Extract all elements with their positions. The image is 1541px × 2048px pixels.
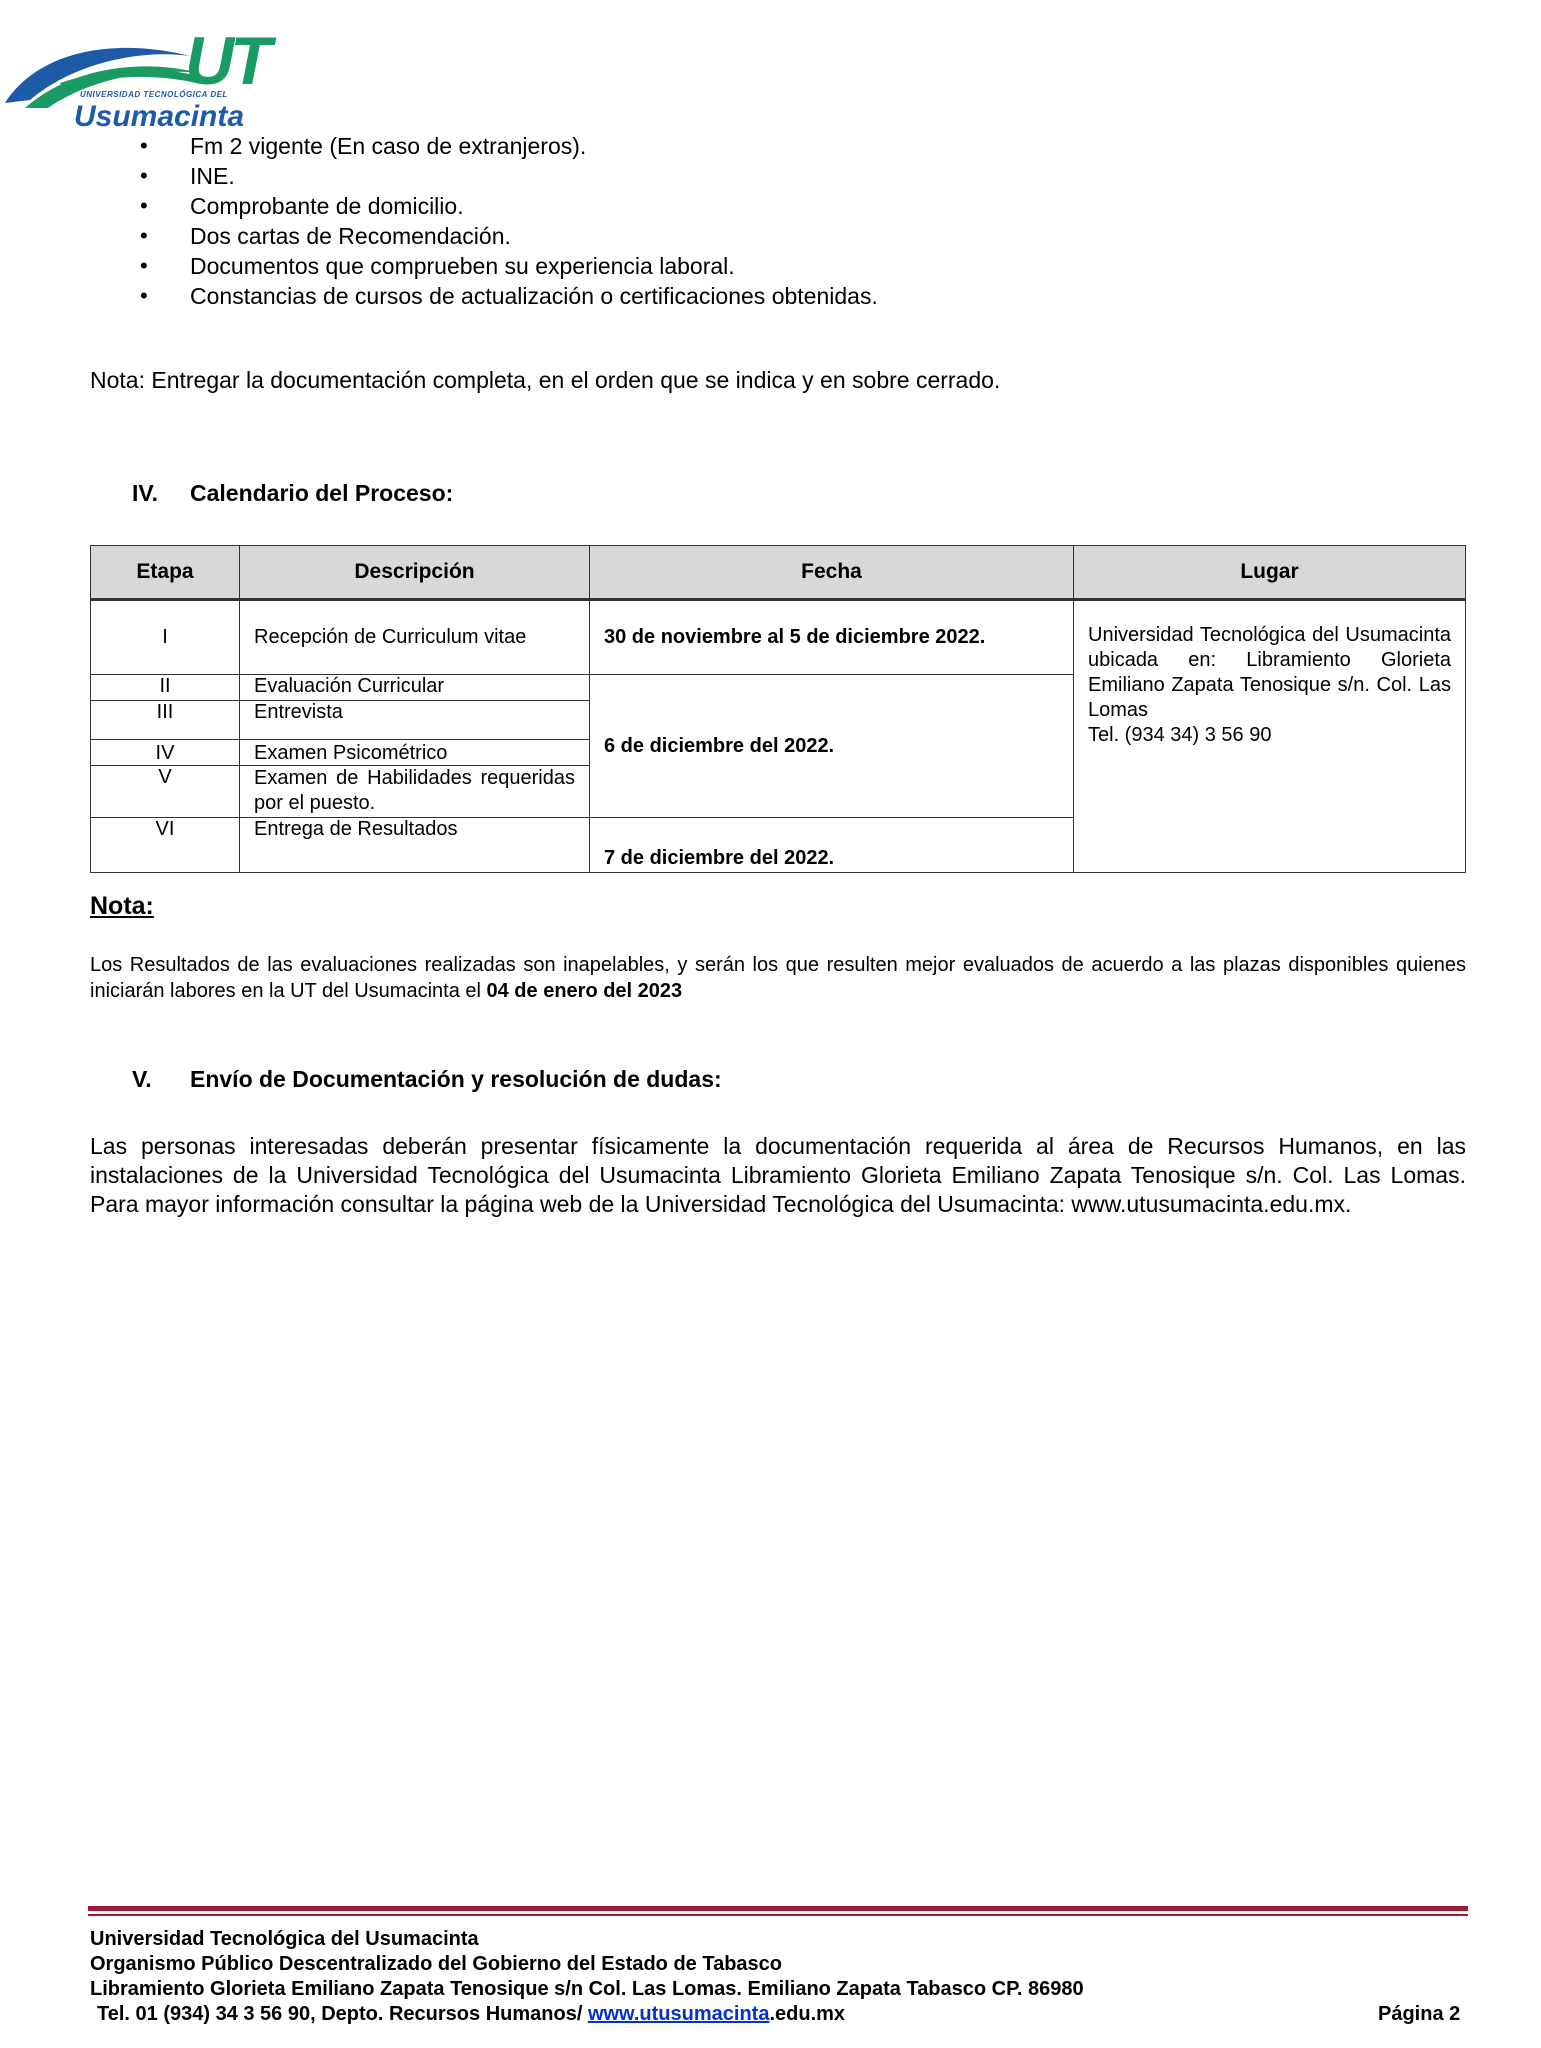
- list-item: • INE.: [140, 161, 878, 191]
- section-v-heading: [132, 1066, 722, 1093]
- nota-start-date: 04 de enero del 2023: [486, 980, 683, 1002]
- section-iv-heading: [132, 480, 453, 507]
- table-header-row: [91, 546, 1466, 600]
- documents-note: Nota: Entregar la documentación completa, en el orden que se indica y en sobre cerrado.: [90, 367, 1001, 393]
- descripcion-cell: Evaluación Curricular: [240, 675, 590, 701]
- footer-line-3: Libramiento Glorieta Emiliano Zapata Tenosique s/n Col. Las Lomas. Emiliano Zapata Tabasco CP. 86980: [90, 1978, 1084, 2000]
- etapa-cell: II: [91, 675, 240, 701]
- footer-website-link[interactable]: www.utusumacinta: [587, 2003, 770, 2025]
- descripcion-cell: Examen Psicométrico: [240, 740, 590, 766]
- footer-line-2: Organismo Público Descentralizado del Gobierno del Estado de Tabasco: [90, 1953, 783, 1975]
- lugar-phone: Tel. (934 34) 3 56 90: [1088, 724, 1272, 746]
- section-number: V.: [132, 1066, 152, 1092]
- footer-rule-thin: [88, 1914, 1468, 1916]
- university-logo: [0, 23, 310, 133]
- nota-text: Los Resultados de las evaluaciones realizadas son inapelables, y serán los que resulten mejor evaluados de acuerdo a las plazas disponibles quienes iniciarán labores en la UT del Usumacinta el: [90, 954, 1466, 1002]
- fecha-cell: 7 de diciembre del 2022.: [590, 818, 1074, 873]
- footer-line-4: [97, 2003, 845, 2026]
- header-lugar: Lugar: [1074, 546, 1466, 600]
- etapa-cell: III: [91, 701, 240, 740]
- section-title: Calendario del Proceso:: [190, 480, 454, 506]
- etapa-cell: I: [91, 600, 240, 675]
- footer-rule: [88, 1906, 1468, 1911]
- header-etapa: Etapa: [91, 546, 240, 600]
- descripcion-cell: Recepción de Curriculum vitae: [240, 600, 590, 675]
- lugar-address: Universidad Tecnológica del Usumacinta ubicada en: Libramiento Glorieta Emiliano Zapata Tenosique s/n. Col. Las Lomas: [1088, 624, 1451, 721]
- nota-paragraph: [90, 952, 1466, 1004]
- list-item: • Constancias de cursos de actualización o certificaciones obtenidas.: [140, 281, 878, 311]
- table-row: [91, 600, 1466, 675]
- etapa-cell: V: [91, 766, 240, 818]
- section-title: Envío de Documentación y resolución de dudas:: [190, 1066, 722, 1092]
- lugar-cell: [1074, 600, 1466, 873]
- header-descripcion: Descripción: [240, 546, 590, 600]
- footer-website-suffix: .edu.mx: [769, 2003, 846, 2025]
- etapa-cell: VI: [91, 818, 240, 873]
- list-item: • Fm 2 vigente (En caso de extranjeros).: [140, 131, 878, 161]
- logo-caption: UNIVERSIDAD TECNOLÓGICA DEL: [80, 90, 228, 99]
- logo-letters: UT: [185, 23, 268, 99]
- list-item: • Comprobante de domicilio.: [140, 191, 878, 221]
- requirements-list: [140, 131, 878, 311]
- list-item: • Dos cartas de Recomendación.: [140, 221, 878, 251]
- descripcion-cell: Entrega de Resultados: [240, 818, 590, 873]
- header-fecha: Fecha: [590, 546, 1074, 600]
- page-number: Página 2: [1378, 2003, 1461, 2025]
- section-number: IV.: [132, 480, 159, 506]
- footer-contact: Tel. 01 (934) 34 3 56 90, Depto. Recursos Humanos/: [97, 2003, 588, 2025]
- nota-heading: Nota:: [90, 892, 154, 920]
- fecha-cell: 30 de noviembre al 5 de diciembre 2022.: [590, 600, 1074, 675]
- etapa-cell: IV: [91, 740, 240, 766]
- logo-name: Usumacinta: [74, 100, 245, 133]
- calendar-table: [90, 545, 1466, 873]
- list-item: • Documentos que comprueben su experiencia laboral.: [140, 251, 878, 281]
- descripcion-cell: Examen de Habilidades requeridas por el puesto.: [240, 766, 590, 818]
- section-v-paragraph: Las personas interesadas deberán presentar físicamente la documentación requerida al área de Recursos Humanos, en las instalaciones de la Universidad Tecnológica del Usumacinta Libramiento Glorieta Emiliano Zapata Tenosique s/n. Col. Las Lomas. Para mayor información consultar la página web de la Universidad Tecnológica del Usumacinta: www.utusumacinta.edu.mx.: [90, 1133, 1466, 1217]
- fecha-cell: 6 de diciembre del 2022.: [590, 675, 1074, 818]
- footer-line-1: Universidad Tecnológica del Usumacinta: [90, 1928, 479, 1950]
- descripcion-cell: Entrevista: [240, 701, 590, 740]
